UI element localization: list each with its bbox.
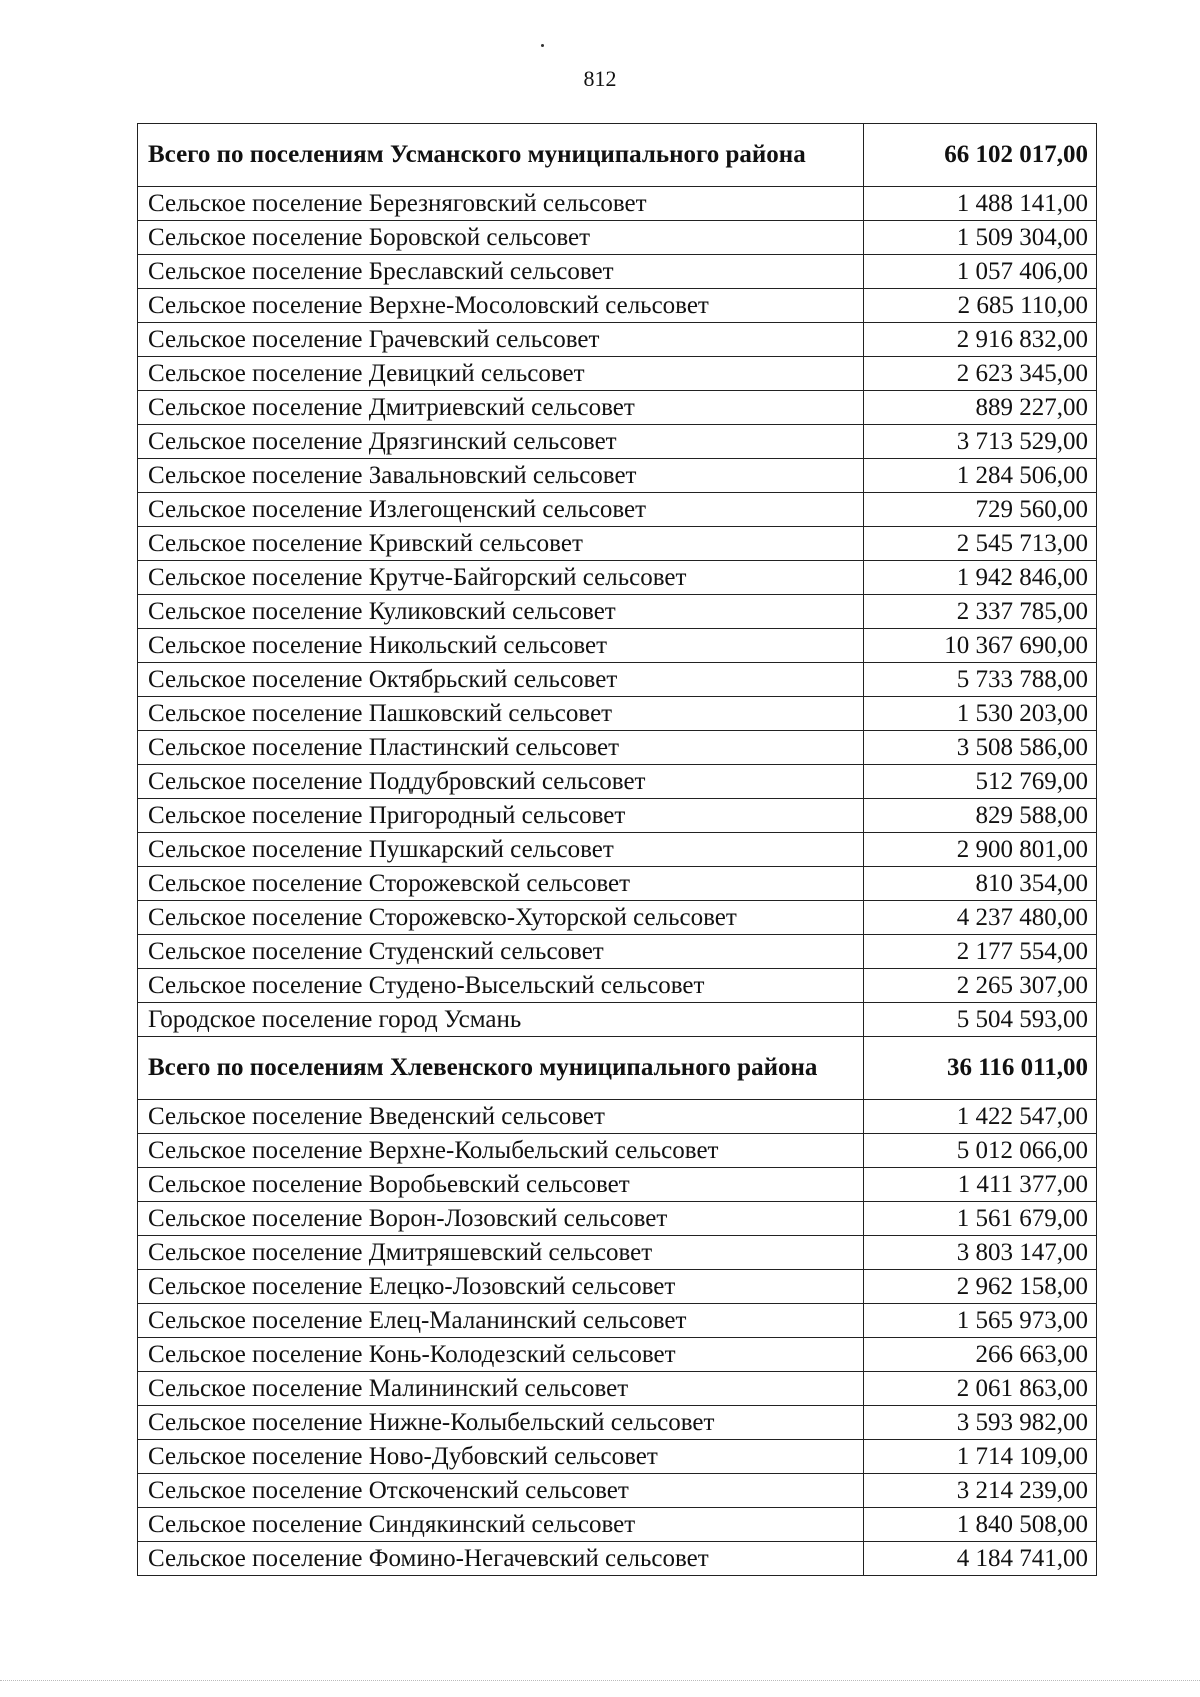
table-row [138, 629, 1097, 663]
settlement-amount: 1 530 203,00 [864, 697, 1097, 731]
settlement-amount: 5 012 066,00 [864, 1134, 1097, 1168]
settlement-name: Сельское поселение Малининский сельсовет [138, 1372, 864, 1406]
settlement-amount: 2 623 345,00 [864, 357, 1097, 391]
settlement-amount: 729 560,00 [864, 493, 1097, 527]
settlement-amount: 3 214 239,00 [864, 1474, 1097, 1508]
table-row [138, 323, 1097, 357]
table-row [138, 391, 1097, 425]
table-row [138, 1474, 1097, 1508]
settlement-name: Сельское поселение Березняговский сельсовет [138, 187, 864, 221]
settlement-name: Сельское поселение Конь-Колодезский сельсовет [138, 1338, 864, 1372]
table-row [138, 1304, 1097, 1338]
table-row [138, 731, 1097, 765]
settlement-amount: 10 367 690,00 [864, 629, 1097, 663]
settlement-amount: 512 769,00 [864, 765, 1097, 799]
table-row [138, 595, 1097, 629]
settlement-name: Сельское поселение Боровской сельсовет [138, 221, 864, 255]
table-row [138, 289, 1097, 323]
settlement-amount: 1 561 679,00 [864, 1202, 1097, 1236]
table-row [138, 1134, 1097, 1168]
settlement-name: Сельское поселение Никольский сельсовет [138, 629, 864, 663]
settlement-name: Сельское поселение Отскоченский сельсовет [138, 1474, 864, 1508]
settlement-amount: 2 962 158,00 [864, 1270, 1097, 1304]
settlement-amount: 2 685 110,00 [864, 289, 1097, 323]
settlement-amount: 5 504 593,00 [864, 1003, 1097, 1037]
settlement-name: Сельское поселение Крутче-Байгорский сельсовет [138, 561, 864, 595]
settlement-amount: 810 354,00 [864, 867, 1097, 901]
section-total-row [138, 124, 1097, 187]
settlement-amount: 4 237 480,00 [864, 901, 1097, 935]
settlement-name: Сельское поселение Пластинский сельсовет [138, 731, 864, 765]
table-row [138, 221, 1097, 255]
table-row [138, 1542, 1097, 1576]
table-row [138, 799, 1097, 833]
table-row [138, 935, 1097, 969]
settlement-name: Сельское поселение Октябрьский сельсовет [138, 663, 864, 697]
table-row [138, 867, 1097, 901]
table-row [138, 697, 1097, 731]
table-row [138, 1202, 1097, 1236]
settlement-name: Сельское поселение Верхне-Мосоловский сельсовет [138, 289, 864, 323]
table-row [138, 527, 1097, 561]
settlement-name: Сельское поселение Дрязгинский сельсовет [138, 425, 864, 459]
scan-speck [541, 44, 544, 47]
settlement-amount: 2 545 713,00 [864, 527, 1097, 561]
settlement-amount: 1 840 508,00 [864, 1508, 1097, 1542]
table-row [138, 357, 1097, 391]
settlement-amount: 1 565 973,00 [864, 1304, 1097, 1338]
settlement-name: Сельское поселение Поддубровский сельсовет [138, 765, 864, 799]
settlement-name: Сельское поселение Сторожевско-Хуторской сельсовет [138, 901, 864, 935]
section-total: 36 116 011,00 [864, 1037, 1097, 1100]
table-row [138, 663, 1097, 697]
settlement-name: Сельское поселение Пашковский сельсовет [138, 697, 864, 731]
settlement-name: Городское поселение город Усмань [138, 1003, 864, 1037]
settlement-amount: 266 663,00 [864, 1338, 1097, 1372]
settlement-name: Сельское поселение Дмитриевский сельсовет [138, 391, 864, 425]
settlement-name: Сельское поселение Елец-Маланинский сельсовет [138, 1304, 864, 1338]
table-row [138, 459, 1097, 493]
table-row [138, 901, 1097, 935]
settlement-amount: 3 713 529,00 [864, 425, 1097, 459]
settlement-name: Сельское поселение Синдякинский сельсовет [138, 1508, 864, 1542]
table-row [138, 425, 1097, 459]
settlement-name: Сельское поселение Фомино-Негачевский сельсовет [138, 1542, 864, 1576]
settlement-name: Сельское поселение Студенский сельсовет [138, 935, 864, 969]
settlement-name: Сельское поселение Бреславский сельсовет [138, 255, 864, 289]
page-edge-line [0, 1680, 1200, 1681]
settlement-name: Сельское поселение Воробьевский сельсовет [138, 1168, 864, 1202]
table-row [138, 1270, 1097, 1304]
settlement-name: Сельское поселение Ново-Дубовский сельсовет [138, 1440, 864, 1474]
table-row [138, 187, 1097, 221]
settlement-name: Сельское поселение Излегощенский сельсовет [138, 493, 864, 527]
page-number: 812 [583, 66, 617, 91]
settlement-amount: 889 227,00 [864, 391, 1097, 425]
table-row [138, 969, 1097, 1003]
table-row [138, 1508, 1097, 1542]
table-row [138, 493, 1097, 527]
settlement-amount: 2 265 307,00 [864, 969, 1097, 1003]
section-title: Всего по поселениям Хлевенского муниципального района [138, 1037, 864, 1100]
settlement-name: Сельское поселение Грачевский сельсовет [138, 323, 864, 357]
table-row [138, 833, 1097, 867]
settlement-amount: 2 900 801,00 [864, 833, 1097, 867]
settlement-amount: 2 061 863,00 [864, 1372, 1097, 1406]
settlement-amount: 5 733 788,00 [864, 663, 1097, 697]
settlement-amount: 829 588,00 [864, 799, 1097, 833]
settlement-amount: 1 057 406,00 [864, 255, 1097, 289]
settlement-name: Сельское поселение Девицкий сельсовет [138, 357, 864, 391]
table-row [138, 1003, 1097, 1037]
settlement-name: Сельское поселение Завальновский сельсовет [138, 459, 864, 493]
settlement-amount: 3 593 982,00 [864, 1406, 1097, 1440]
settlement-name: Сельское поселение Нижне-Колыбельский сельсовет [138, 1406, 864, 1440]
table-row [138, 255, 1097, 289]
settlement-name: Сельское поселение Студено-Высельский сельсовет [138, 969, 864, 1003]
settlement-amount: 2 337 785,00 [864, 595, 1097, 629]
section-total-row [138, 1037, 1097, 1100]
section-title: Всего по поселениям Усманского муниципального района [138, 124, 864, 187]
settlement-name: Сельское поселение Кривский сельсовет [138, 527, 864, 561]
table-row [138, 1338, 1097, 1372]
settlement-amount: 4 184 741,00 [864, 1542, 1097, 1576]
table-row [138, 765, 1097, 799]
section-total: 66 102 017,00 [864, 124, 1097, 187]
settlement-name: Сельское поселение Пригородный сельсовет [138, 799, 864, 833]
table-row [138, 1168, 1097, 1202]
table-row [138, 1372, 1097, 1406]
settlement-amount: 2 916 832,00 [864, 323, 1097, 357]
settlement-amount: 3 508 586,00 [864, 731, 1097, 765]
allocation-table [137, 123, 1097, 1576]
settlement-name: Сельское поселение Ворон-Лозовский сельсовет [138, 1202, 864, 1236]
settlement-name: Сельское поселение Пушкарский сельсовет [138, 833, 864, 867]
settlement-name: Сельское поселение Куликовский сельсовет [138, 595, 864, 629]
table-row [138, 561, 1097, 595]
settlement-amount: 1 284 506,00 [864, 459, 1097, 493]
settlement-amount: 1 714 109,00 [864, 1440, 1097, 1474]
table-row [138, 1440, 1097, 1474]
settlement-name: Сельское поселение Елецко-Лозовский сельсовет [138, 1270, 864, 1304]
settlement-amount: 1 509 304,00 [864, 221, 1097, 255]
settlement-name: Сельское поселение Дмитряшевский сельсовет [138, 1236, 864, 1270]
settlement-amount: 1 411 377,00 [864, 1168, 1097, 1202]
table-row [138, 1406, 1097, 1440]
settlement-name: Сельское поселение Сторожевской сельсовет [138, 867, 864, 901]
settlement-name: Сельское поселение Введенский сельсовет [138, 1100, 864, 1134]
settlement-amount: 1 488 141,00 [864, 187, 1097, 221]
settlement-amount: 1 422 547,00 [864, 1100, 1097, 1134]
settlement-amount: 1 942 846,00 [864, 561, 1097, 595]
settlement-amount: 3 803 147,00 [864, 1236, 1097, 1270]
table-row [138, 1236, 1097, 1270]
settlement-amount: 2 177 554,00 [864, 935, 1097, 969]
table-row [138, 1100, 1097, 1134]
settlement-name: Сельское поселение Верхне-Колыбельский сельсовет [138, 1134, 864, 1168]
